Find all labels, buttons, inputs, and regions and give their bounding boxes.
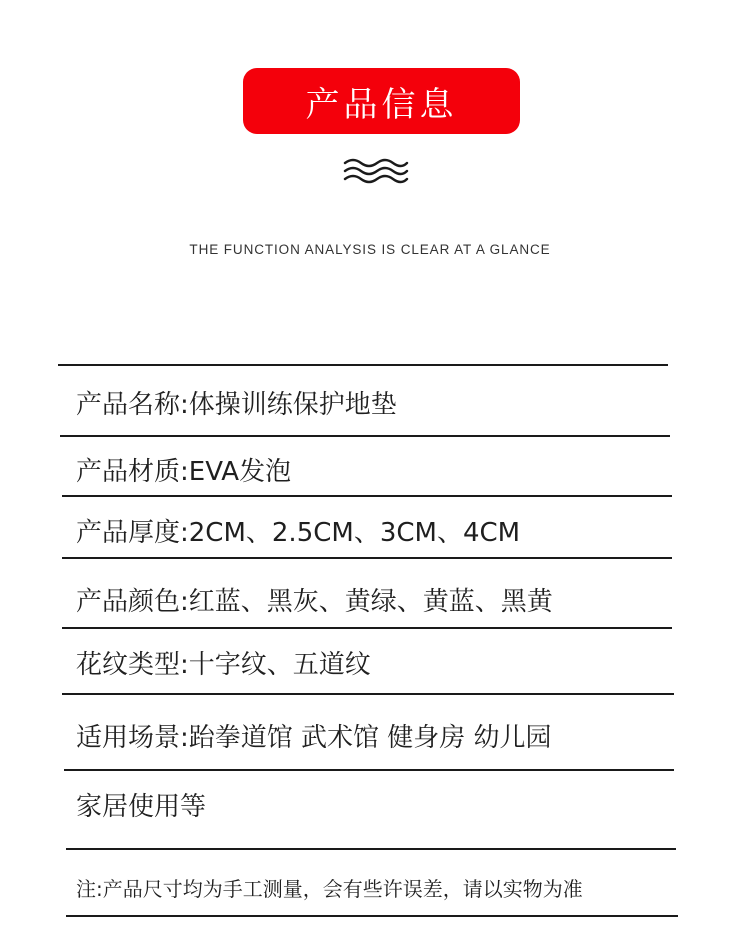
divider [62,495,672,497]
info-row-material: 产品材质:EVA发泡 [76,457,292,487]
subtitle: THE FUNCTION ANALYSIS IS CLEAR AT A GLANCE [189,242,551,257]
divider [62,693,674,695]
divider [64,769,674,771]
info-row-pattern: 花纹类型:十字纹、五道纹 [76,650,371,680]
page-title: 产品信息 [305,84,458,125]
divider [62,557,672,559]
wave-lines-icon [343,155,409,185]
info-row-thickness: 产品厚度:2CM、2.5CM、3CM、4CM [76,518,521,548]
info-row-usage: 适用场景:跆拳道馆 武术馆 健身房 幼儿园 [76,723,552,753]
divider [60,435,670,437]
divider [58,364,668,366]
title-badge [243,68,520,134]
info-row-colors: 产品颜色:红蓝、黑灰、黄绿、黄蓝、黑黄 [76,587,553,617]
info-row-usage-cont: 家居使用等 [76,792,207,822]
info-row-product-name: 产品名称:体操训练保护地垫 [76,390,397,420]
note-text: 注:产品尺寸均为手工测量，会有些许误差，请以实物为准 [76,877,583,901]
divider [66,915,678,917]
divider [62,627,672,629]
divider [66,848,676,850]
